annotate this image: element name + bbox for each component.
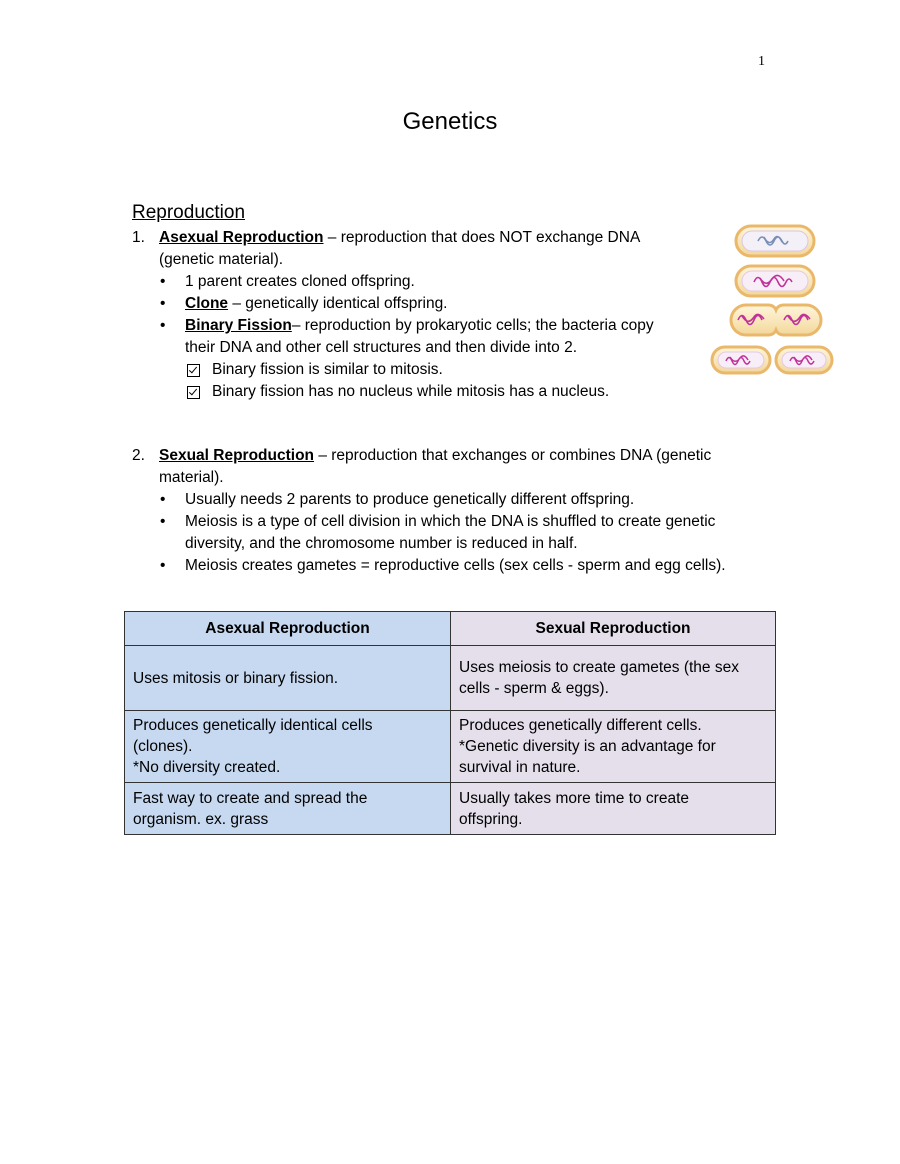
bullet-icon: •: [160, 491, 166, 508]
asexual-bullet-3-line-2: their DNA and other cell structures and then divide into 2.: [185, 339, 578, 356]
sexual-bullet-3: Meiosis creates gametes = reproductive cells (sex cells - sperm and egg cells).: [185, 557, 726, 574]
comparison-table: [124, 611, 776, 835]
table-row: [125, 711, 776, 783]
cell-text: Usually takes more time to create: [459, 789, 690, 807]
cell-text: (clones).: [133, 738, 193, 755]
clone-term: Clone: [185, 295, 229, 312]
cell-text: *No diversity created.: [133, 759, 281, 776]
header-sexual: Sexual Reproduction: [451, 612, 776, 646]
cell-text: Fast way to create and spread the: [133, 789, 368, 807]
cell-text: offspring.: [459, 810, 523, 828]
asexual-definition-line-2: (genetic material).: [159, 251, 284, 268]
sexual-number: 2.: [132, 447, 145, 464]
cell-text: Produces genetically different cells.: [459, 717, 702, 734]
cell-text: Uses mitosis or binary fission.: [133, 669, 339, 687]
table-cell: [451, 783, 776, 835]
checkbox-checked-icon: [187, 359, 201, 381]
sexual-definition-text: – reproduction that exchanges or combines DNA (genetic: [314, 447, 712, 464]
cell-text: *Genetic diversity is an advantage for: [459, 738, 716, 755]
bullet-icon: •: [160, 513, 166, 530]
asexual-bullet-2: [185, 293, 448, 315]
sexual-term: Sexual Reproduction: [159, 447, 315, 464]
asexual-definition-text: – reproduction that does NOT exchange DNA: [323, 229, 641, 246]
table-cell: [451, 711, 776, 783]
table-cell: [125, 646, 451, 711]
asexual-definition-line-1: [159, 227, 640, 249]
clone-text: – genetically identical offspring.: [228, 295, 448, 312]
sexual-bullet-2: Meiosis is a type of cell division in which the DNA is shuffled to create genetic: [185, 513, 716, 530]
cell-text: Uses meiosis to create gametes (the sex: [459, 659, 739, 676]
header-asexual: Asexual Reproduction: [125, 612, 451, 646]
checkbox-checked-icon: [187, 381, 201, 403]
cell-text: survival in nature.: [459, 759, 581, 776]
table-cell: [451, 646, 776, 711]
check-item-1: Binary fission is similar to mitosis.: [212, 361, 443, 378]
page-title: Genetics: [402, 108, 498, 135]
binary-fission-term: Binary Fission: [185, 317, 292, 334]
bullet-icon: •: [160, 557, 166, 574]
asexual-term: Asexual Reproduction: [159, 229, 324, 246]
table-row: [125, 646, 776, 711]
asexual-bullet-3: [185, 315, 654, 337]
table-header-row: [125, 612, 776, 646]
page-number: 1: [758, 54, 765, 69]
sexual-definition-line-2: material).: [159, 469, 224, 486]
cell-text: Produces genetically identical cells: [133, 717, 373, 734]
cell-text: organism. ex. grass: [133, 810, 269, 828]
section-heading: Reproduction: [132, 202, 246, 223]
sexual-definition-line-1: [159, 445, 711, 467]
sexual-bullet-1: Usually needs 2 parents to produce genetically different offspring.: [185, 491, 635, 508]
bullet-icon: •: [160, 273, 166, 290]
sexual-bullet-2-line-2: diversity, and the chromosome number is reduced in half.: [185, 535, 578, 552]
bacteria-binary-fission-illustration: [708, 222, 838, 380]
asexual-bullet-1: 1 parent creates cloned offspring.: [185, 273, 415, 290]
table-row: [125, 783, 776, 835]
table-cell: [125, 783, 451, 835]
bullet-icon: •: [160, 295, 166, 312]
table-cell: [125, 711, 451, 783]
asexual-number: 1.: [132, 229, 145, 246]
binary-fission-text: – reproduction by prokaryotic cells; the bacteria copy: [291, 317, 654, 334]
bullet-icon: •: [160, 317, 166, 334]
check-item-2: Binary fission has no nucleus while mitosis has a nucleus.: [212, 383, 610, 400]
cell-text: cells - sperm & eggs).: [459, 680, 609, 697]
